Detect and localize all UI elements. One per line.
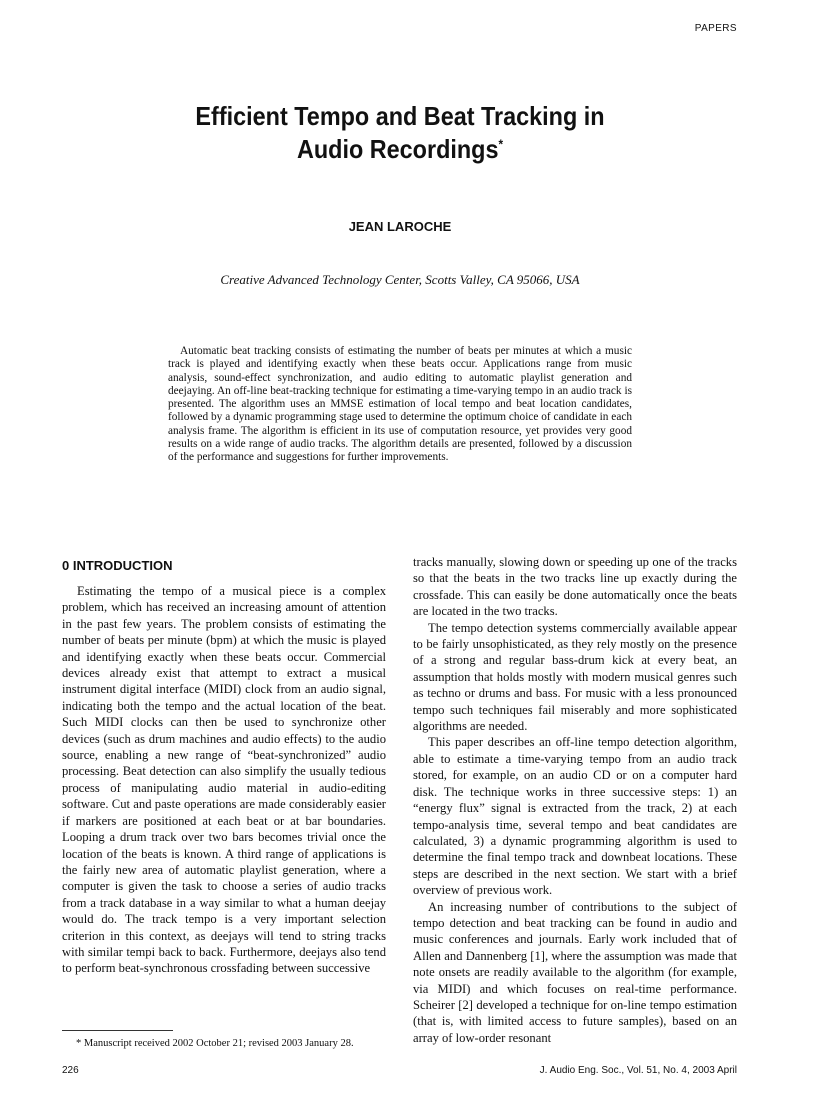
author-name: JEAN LAROCHE (348, 219, 452, 234)
page-number: 226 (62, 1065, 79, 1076)
footnote-manuscript: * Manuscript received 2002 October 21; revised 2003 January 28. (76, 1038, 354, 1049)
body-paragraph: This paper describes an off-line tempo detection algorithm, able to estimate a time-varying tempo from an audio track stored, for example, on an audio CD or on a computer hard disk. The technique works in three successive steps: 1) an “energy flux” signal is extracted from the track, 2) at each tempo-analysis time, several tempo and beat candidates are calculated, 3) a dynamic programming algorithm is used to determine the final tempo track and downbeat locations. These steps are described in the next section. We start with a brief overview of previous work. (413, 735, 737, 898)
body-paragraph: The tempo detection systems commercially available appear to be fairly unsophisticated, as they rely mostly on the presence of a strong and regular bass-drum kick at every beat, an assumption that holds mostly with modern musical genres such as techno or drums and bass. For music with a less pronounced tempo such techniques fail miserably and more sophisticated algorithms are needed. (413, 620, 737, 734)
body-paragraph: tracks manually, slowing down or speeding up one of the tracks so that the beats in the two tracks line up exactly during the crossfade. This can easily be done automatically once the beats are located in the two tracks. (413, 555, 737, 619)
journal-reference: J. Audio Eng. Soc., Vol. 51, No. 4, 2003 April (539, 1065, 737, 1076)
body-paragraph: Estimating the tempo of a musical piece is a complex problem, which has received an increasing amount of attention in the past few years. The problem consists of estimating the number of beats per minute (bpm) at which the music is played and identifying exactly when these beats occur. Commercial devices already exist that attempt to extract a musical instrument digital interface (MIDI) clock from an audio signal, indicating both the tempo and the actual location of the beat. Such MIDI clocks can then be used to synchronize other devices (such as drum machines and audio effects) to the audio source, enabling a new range of “beat-synchronized” audio processing. Beat detection can also simplify the usually tedious process of manipulating audio material in audio-editing software. Cut and paste operations are made considerably easier if markers are positioned at each beat or at bar boundaries. Looping a drum track over two bars becomes trivial once the location of the beats is known. A third range of applications is the fairly new area of automatic playlist generation, where a computer is given the task to choose a series of audio tracks from a track database in a way similar to what a human deejay would do. The track tempo is a very important selection criterion in this context, as deejays will tend to string tracks with similar tempi back to back. Furthermore, deejays also tend to perform beat-synchronous crossfading between successive (62, 584, 386, 976)
footnote-divider (62, 1030, 173, 1031)
title-line-2 (40, 133, 760, 166)
author-affiliation: Creative Advanced Technology Center, Scotts Valley, CA 95066, USA (220, 272, 580, 287)
title-line-1: Efficient Tempo and Beat Tracking in (195, 101, 605, 131)
running-head-section-label: PAPERS (694, 23, 737, 34)
right-column (413, 554, 737, 1046)
title-line-2-text: Audio Recordings (296, 134, 499, 164)
abstract: Automatic beat tracking consists of estimating the number of beats per minutes at which a music track is played and identifying exactly when these beats occur. Applications range from music analysis, sound-effect synchronization, and audio editing to automatic playlist generation and deejaying. An off-line beat-tracking technique for estimating a time-varying tempo in an audio track is presented. The algorithm uses an MMSE estimation of local tempo and beat location candidates, followed by a dynamic programming stage used to determine the optimum choice of candidate in each analysis frame. The algorithm is efficient in its use of computation resource, yet provides very good results on a wide range of audio tracks. The algorithm details are presented, followed by a discussion of the performance and suggestions for further improvements. (168, 345, 632, 463)
title-footnote-mark: * (498, 136, 504, 152)
left-column (62, 583, 386, 977)
paper-title (40, 100, 760, 166)
body-paragraph: An increasing number of contributions to the subject of tempo detection and beat tracking can be found in audio and music conferences and journals. Early work included that of Allen and Dannenberg [1], where the assumption was made that note onsets are readily available to the algorithm (for example, via MIDI) and which focuses on real-time performance. Scheirer [2] developed a technique for on-line tempo estimation (that is, with limited access to future samples), based on an array of low-order resonant (413, 899, 737, 1045)
section-heading-introduction: 0 INTRODUCTION (62, 558, 173, 573)
